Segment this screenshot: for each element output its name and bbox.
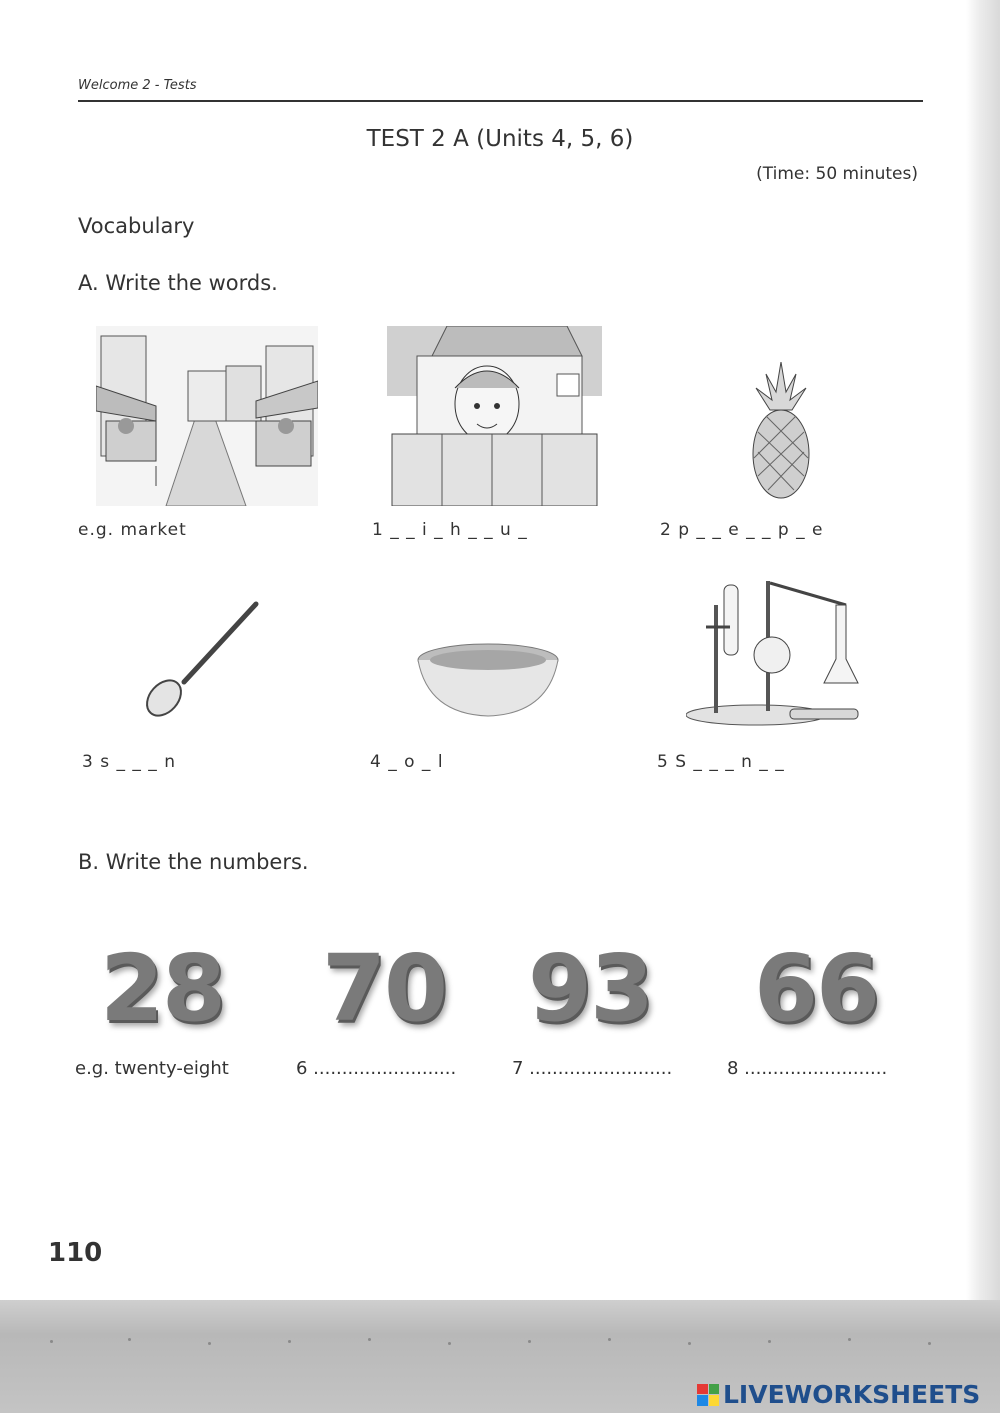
caption-eg-market: e.g. market — [78, 520, 187, 540]
test-title: TEST 2 A (Units 4, 5, 6) — [366, 126, 634, 152]
section-a-heading: A. Write the words. — [78, 271, 278, 295]
number-28: 28 — [100, 935, 225, 1042]
bowl-icon — [414, 638, 562, 718]
woman-behind-fence-icon — [387, 326, 602, 506]
answer-line-7[interactable]: 7 ......................... — [512, 1058, 673, 1079]
number-70: 70 — [322, 935, 447, 1042]
answer-line-6[interactable]: 6 ......................... — [296, 1058, 457, 1079]
section-b-heading: B. Write the numbers. — [78, 850, 309, 874]
page-edge-shadow — [966, 0, 1000, 1300]
spoon-icon — [136, 600, 260, 722]
book-header: Welcome 2 - Tests — [78, 78, 197, 93]
number-66: 66 — [754, 935, 879, 1042]
brand-text: LIVEWORKSHEETS — [723, 1380, 981, 1409]
page-number: 110 — [48, 1238, 103, 1268]
lab-equipment-icon — [686, 575, 862, 735]
liveworksheets-brand[interactable] — [697, 1380, 980, 1409]
caption-item-1: 1 _ _ i _ h _ _ u _ — [372, 520, 528, 540]
answer-line-8[interactable]: 8 ......................... — [727, 1058, 888, 1079]
caption-item-5: 5 S _ _ _ n _ _ — [657, 752, 785, 772]
caption-eg-twenty-eight: e.g. twenty-eight — [75, 1058, 229, 1079]
market-street-icon — [96, 326, 318, 506]
caption-item-3: 3 s _ _ _ n — [82, 752, 176, 772]
header-rule — [78, 100, 923, 102]
liveworksheets-logo-icon — [697, 1384, 719, 1406]
caption-item-2: 2 p _ _ e _ _ p _ e — [660, 520, 824, 540]
vocabulary-heading: Vocabulary — [78, 214, 195, 238]
pineapple-icon — [748, 362, 814, 502]
time-limit: (Time: 50 minutes) — [756, 164, 918, 184]
number-93: 93 — [528, 935, 653, 1042]
caption-item-4: 4 _ o _ l — [370, 752, 444, 772]
